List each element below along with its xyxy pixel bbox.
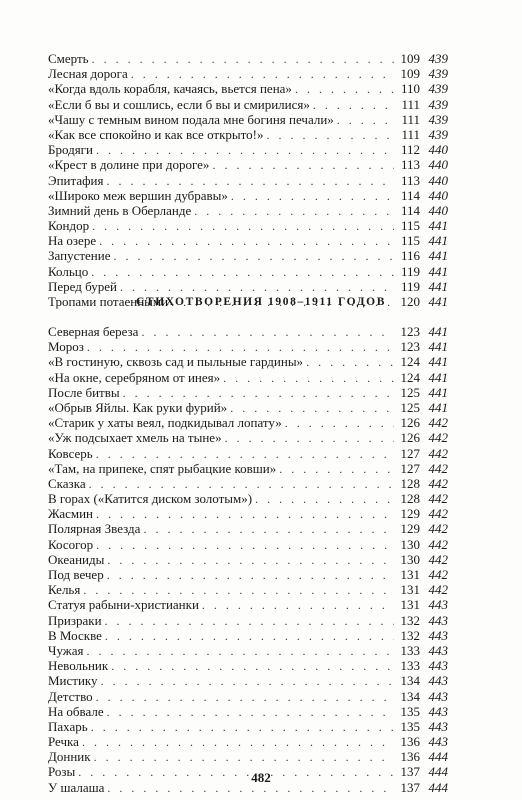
dot-leader [89,477,394,492]
entry-note-page: 442 [428,460,448,476]
entry-title: Эпитафия [48,172,104,188]
entry-title: «Там, на припеке, спят рыбацкие ковши» [48,460,277,476]
entry-title: «Когда вдоль корабля, качаясь, вьется пена» [48,81,292,97]
entry-page: 135 [400,718,420,734]
dot-leader [99,234,394,249]
entry-title: На обвале [48,703,104,719]
entry-title: Кольцо [48,263,89,279]
toc-entry [48,339,448,354]
entry-page: 119 [400,278,420,294]
entry-page: 125 [400,384,420,400]
entry-title: «Старик у хаты веял, подкидывал лопату» [48,415,282,431]
toc-entry [48,188,448,203]
entry-page: 124 [400,369,420,385]
dot-leader [92,52,394,67]
entry-title: Речка [48,734,79,750]
dot-leader [113,249,394,264]
toc-entry [48,491,448,506]
entry-title: У шалаша [48,779,105,795]
entry-page: 133 [400,658,420,674]
entry-note-page: 443 [428,627,448,643]
dot-leader [91,720,394,735]
entry-note-page: 441 [428,369,448,385]
dot-leader [313,98,394,113]
toc-entry [48,127,448,142]
toc-entry [48,749,448,764]
entry-title: Мороз [48,339,84,355]
dot-leader [120,280,394,295]
entry-title: Запустение [48,248,111,264]
entry-note-page: 442 [428,536,448,552]
entry-title: Детство [48,688,93,704]
toc-entry [48,66,448,81]
entry-note-page: 439 [428,126,448,142]
dot-leader [101,674,394,689]
dot-leader [225,431,394,446]
dot-leader [223,371,394,386]
toc-entry [48,521,448,536]
entry-note-page: 440 [428,142,448,158]
toc-entry [48,400,448,415]
entry-title: «Обрыв Яйлы. Как руки фурий» [48,399,228,415]
entry-page: 126 [400,430,420,446]
dot-leader [92,219,394,234]
entry-note-page: 442 [428,521,448,537]
toc-entry [48,734,448,749]
entry-page: 114 [400,202,420,218]
dot-leader [306,355,394,370]
entry-note-page: 439 [428,51,448,66]
entry-title: «В гостиную, сквозь сад и пыльные гардины» [48,354,304,370]
entry-page: 131 [400,597,420,613]
entry-title: В Москве [48,627,102,643]
dot-leader [87,340,394,355]
entry-page: 130 [400,551,420,567]
entry-note-page: 442 [428,491,448,507]
entry-note-page: 440 [428,187,448,203]
dot-leader [96,538,394,553]
entry-note-page: 443 [428,612,448,628]
toc-entry [48,324,448,339]
entry-note-page: 443 [428,642,448,658]
entry-note-page: 441 [428,384,448,400]
entry-title: После битвы [48,384,120,400]
entry-note-page: 443 [428,703,448,719]
entry-page: 130 [400,536,420,552]
dot-leader [107,705,394,720]
entry-page: 133 [400,642,420,658]
entry-title: Невольник [48,658,109,674]
dot-leader [82,735,394,750]
entry-note-page: 441 [428,248,448,264]
dot-leader [143,522,394,537]
toc-entry [48,506,448,521]
entry-title: «Как все спокойно и как все открыто!» [48,126,264,142]
entry-page: 111 [401,96,420,112]
entry-title: Жасмин [48,506,94,522]
dot-leader [105,614,394,629]
entry-note-page: 443 [428,658,448,674]
entry-note-page: 440 [428,202,448,218]
entry-page: 137 [400,764,420,780]
entry-page: 131 [400,582,420,598]
entry-page: 111 [401,126,420,142]
toc-entry [48,354,448,369]
entry-title: На озере [48,233,97,249]
entry-title: Чужая [48,642,84,658]
toc-entry [48,567,448,582]
entry-title: Мистику [48,673,98,689]
entry-note-page: 443 [428,597,448,613]
toc-entry [48,461,448,476]
entry-title: Келья [48,582,81,598]
dot-leader [106,174,394,189]
entry-note-page: 444 [428,764,448,780]
entry-note-page: 443 [428,673,448,689]
toc-entry [48,537,448,552]
toc-entry [48,415,448,430]
dot-leader [194,204,394,219]
entry-title: В горах («Катится диском золотым») [48,491,253,507]
dot-leader [123,386,394,401]
entry-title: Зимний день в Оберланде [48,202,192,218]
toc-entry [48,112,448,127]
toc-entry [48,173,448,188]
toc-entry [48,142,448,157]
entry-note-page: 442 [428,582,448,598]
entry-note-page: 441 [428,354,448,370]
entry-page: 136 [400,749,420,765]
toc-entry [48,597,448,612]
entry-page: 136 [400,734,420,750]
entry-page: 109 [400,66,420,82]
entry-note-page: 443 [428,718,448,734]
dot-leader [105,629,394,644]
toc-entry [48,370,448,385]
toc-entry [48,157,448,172]
entry-page: 116 [400,248,420,264]
entry-note-page: 439 [428,81,448,97]
entry-title: Тропами потаенными [48,294,169,309]
entry-title: «Крест в долине при дороге» [48,157,210,173]
entry-title: «Широко меж вершин дубравы» [48,187,228,203]
entry-note-page: 441 [428,263,448,279]
entry-title: Под вечер [48,567,104,582]
toc-entry [48,643,448,658]
dot-leader [96,447,394,462]
entry-page: 109 [400,51,420,66]
entry-page: 128 [400,491,420,507]
toc-entry [48,613,448,628]
entry-page: 113 [400,157,420,173]
entry-page: 132 [400,627,420,643]
entry-page: 126 [400,415,420,431]
entry-title: «Чашу с темным вином подала мне богиня печали» [48,111,334,127]
dot-leader [83,583,394,598]
entry-page: 127 [400,445,420,461]
dot-leader [94,750,394,765]
entry-title: Косогор [48,536,94,552]
entry-page: 113 [400,172,420,188]
entry-title: Призраки [48,612,102,628]
dot-leader [255,492,394,507]
toc-entry [48,233,448,248]
entry-page: 115 [400,233,420,249]
toc-entry [48,81,448,96]
entry-title: «Уж подсыхает хмель на тыне» [48,430,222,446]
toc-entry [48,97,448,112]
entry-page: 119 [400,263,420,279]
dot-leader [91,265,394,280]
dot-leader [87,644,394,659]
toc-entry [48,385,448,400]
entry-page: 132 [400,612,420,628]
toc-entry [48,582,448,597]
entry-page: 114 [400,187,420,203]
entry-note-page: 441 [428,233,448,249]
entry-title: Статуя рабыни-христианки [48,597,199,613]
toc-entry [48,248,448,263]
toc-entry [48,279,448,294]
toc-entry [48,430,448,445]
entry-note-page: 443 [428,734,448,750]
entry-title: Лесная дорога [48,66,128,82]
entry-note-page: 441 [428,294,448,309]
toc-entry [48,51,448,66]
entry-page: 123 [400,339,420,355]
entry-page: 137 [400,779,420,795]
entry-note-page: 441 [428,218,448,234]
toc-entry [48,552,448,567]
toc-entry [48,719,448,734]
toc-entry [48,689,448,704]
entry-note-page: 440 [428,172,448,188]
dot-leader [285,416,394,431]
entry-note-page: 442 [428,475,448,491]
entry-title: Пахарь [48,718,88,734]
entry-note-page: 441 [428,399,448,415]
entry-page: 112 [400,142,420,158]
entry-note-page: 440 [428,157,448,173]
toc-entry [48,658,448,673]
entry-note-page: 439 [428,96,448,112]
dot-leader [111,659,394,674]
dot-leader [96,507,394,522]
toc-entry [48,218,448,233]
entry-note-page: 441 [428,278,448,294]
page-number: 482 [251,770,271,785]
toc-section-1 [48,51,448,309]
dot-leader [96,143,394,158]
entry-title: Кондор [48,218,90,234]
entry-note-page: 439 [428,111,448,127]
entry-page: 124 [400,354,420,370]
entry-page: 129 [400,506,420,522]
dot-leader [212,158,394,173]
dot-leader [337,113,394,128]
entry-title: Северная береза [48,324,139,339]
entry-title: Донник [48,749,91,765]
entry-note-page: 442 [428,506,448,522]
dot-leader [107,553,394,568]
entry-title: Смерть [48,51,89,66]
entry-page: 129 [400,521,420,537]
toc-entry [48,264,448,279]
entry-page: 134 [400,688,420,704]
toc-entry [48,704,448,719]
entry-note-page: 442 [428,445,448,461]
entry-page: 134 [400,673,420,689]
dot-leader [279,462,394,477]
entry-page: 127 [400,460,420,476]
toc-entry [48,446,448,461]
entry-note-page: 442 [428,551,448,567]
toc-entry [48,673,448,688]
dot-leader [107,568,394,583]
entry-page: 128 [400,475,420,491]
entry-page: 135 [400,703,420,719]
dot-leader [230,401,394,416]
dot-leader [202,598,394,613]
entry-title: Сказка [48,475,86,491]
entry-title: «На окне, серебряном от инея» [48,369,221,385]
entry-note-page: 444 [428,779,448,795]
entry-page: 115 [400,218,420,234]
entry-note-page: 442 [428,567,448,582]
dot-leader [96,690,394,705]
entry-page: 123 [400,324,420,339]
toc-section-2 [48,324,448,795]
entry-page: 110 [400,81,420,97]
entry-title: «Если б вы и сошлись, если б вы и смирилися» [48,96,310,112]
entry-note-page: 442 [428,430,448,446]
toc-entry [48,203,448,218]
entry-title: Перед бурей [48,278,117,294]
entry-page: 125 [400,399,420,415]
dot-leader [295,82,394,97]
entry-title: Ковсерь [48,445,93,461]
dot-leader [266,128,394,143]
entry-note-page: 444 [428,749,448,765]
section-heading: СТИХОТВОРЕНИЯ 1908–1911 ГОДОВ [136,296,386,308]
entry-title: Полярная Звезда [48,521,141,537]
dot-leader [231,189,394,204]
entry-page: 120 [400,294,420,309]
toc-entry [48,476,448,491]
entry-note-page: 441 [428,339,448,355]
dot-leader [141,325,394,340]
entry-page: 131 [400,567,420,582]
entry-note-page: 443 [428,688,448,704]
toc-entry [48,628,448,643]
entry-page: 111 [401,111,420,127]
entry-note-page: 442 [428,415,448,431]
dot-leader [131,67,394,82]
entry-title: Розы [48,764,76,780]
entry-note-page: 441 [428,324,448,339]
entry-title: Бродяги [48,142,93,158]
entry-title: Океаниды [48,551,105,567]
entry-note-page: 439 [428,66,448,82]
